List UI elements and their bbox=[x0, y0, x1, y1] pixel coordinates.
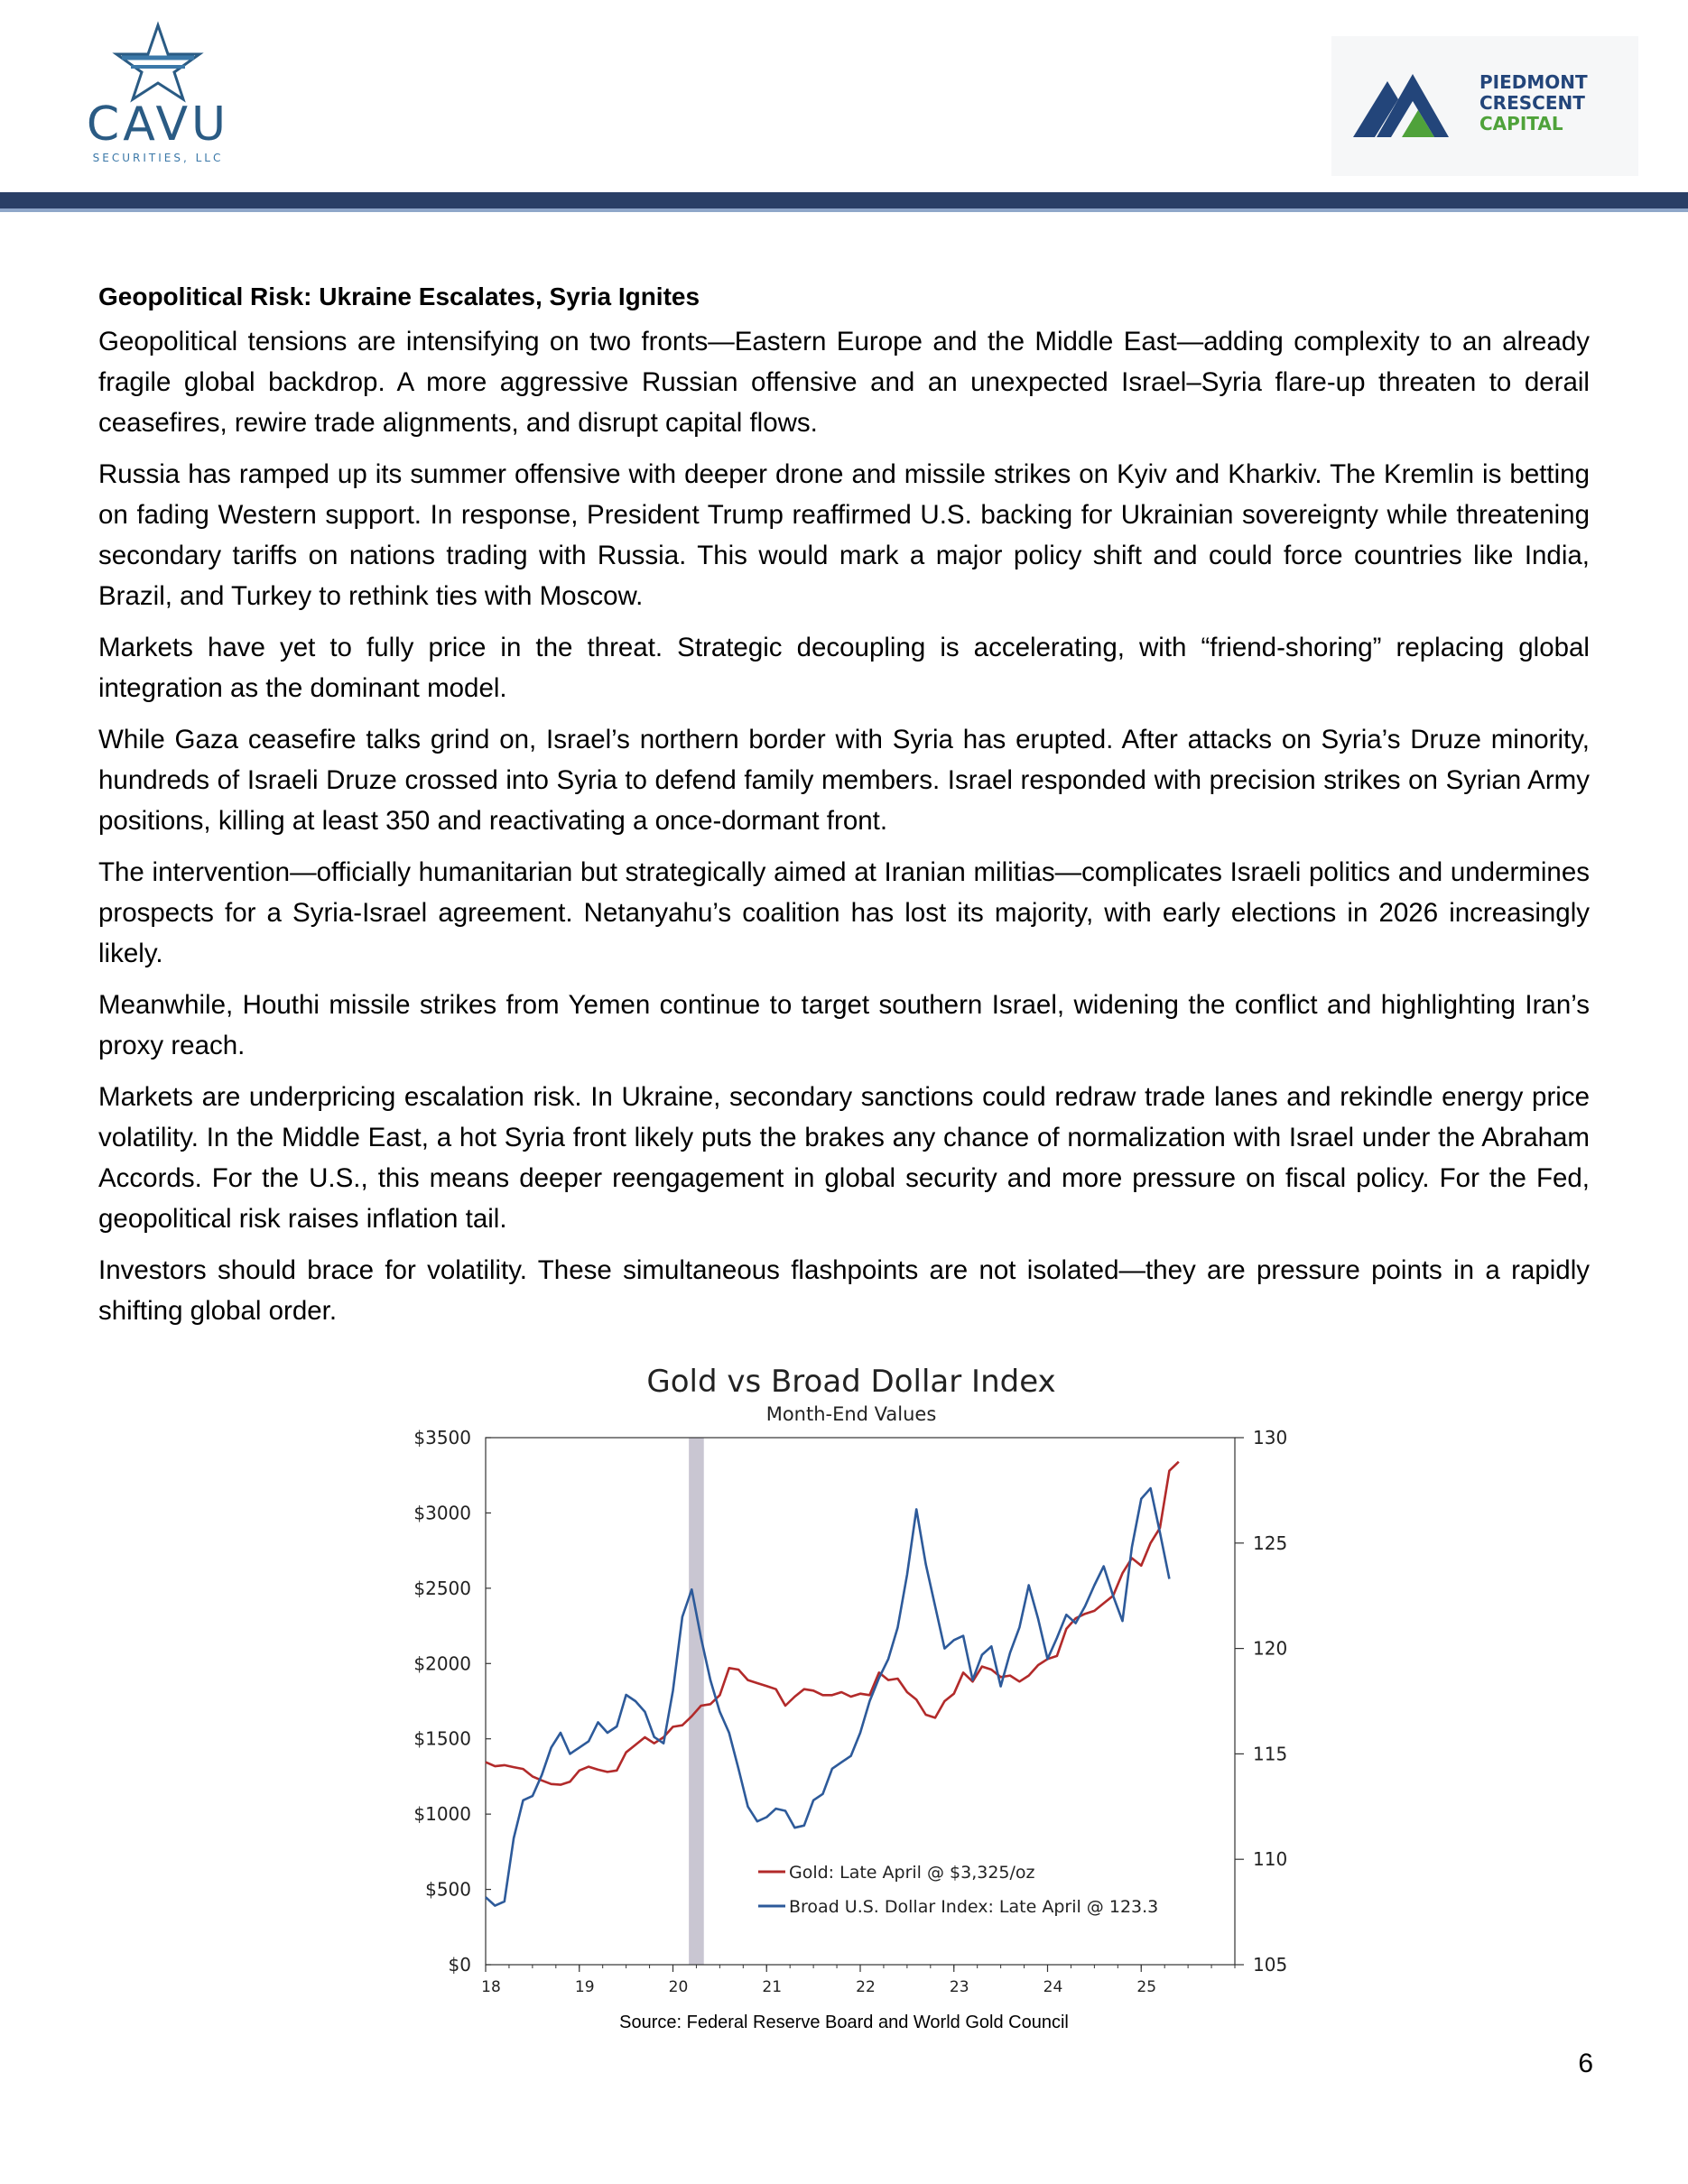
star-icon bbox=[77, 20, 239, 101]
chart-svg bbox=[361, 1354, 1288, 2004]
article bbox=[98, 280, 1590, 1342]
right-tick-label: 130 bbox=[1253, 1427, 1288, 1448]
paragraph: While Gaza ceasefire talks grind on, Israel’s northern border with Syria has erupted. After attacks on Syria’s Druze minority, hundreds of Israeli Druze crossed into Syria to defend family members. Israel responded with precision strikes on Syrian Army positions, killing at least 350 and reactivating a once-dormant front. bbox=[98, 725, 1590, 836]
left-tick-label: $2000 bbox=[413, 1652, 471, 1675]
chart-title: Gold vs Broad Dollar Index bbox=[646, 1364, 1056, 1400]
left-tick-label: $1500 bbox=[413, 1727, 471, 1750]
recession-shade bbox=[689, 1438, 704, 1965]
left-tick-label: $500 bbox=[425, 1878, 471, 1901]
left-tick-label: $1000 bbox=[413, 1803, 471, 1826]
paragraph: Investors should brace for volatility. These simultaneous flashpoints are not isolated—they are pressure points in a rapidly shifting global order. bbox=[98, 1255, 1590, 1326]
piedmont-line3: CAPITAL bbox=[1479, 113, 1563, 134]
x-tick-label: 23 bbox=[949, 1978, 969, 1996]
left-tick-label: $0 bbox=[448, 1954, 471, 1976]
right-tick-label: 125 bbox=[1253, 1532, 1288, 1554]
plot-frame bbox=[486, 1438, 1235, 1965]
page-number: 6 bbox=[1578, 2049, 1593, 2078]
dollar-series-line bbox=[486, 1488, 1169, 1906]
right-tick-label: 115 bbox=[1253, 1743, 1288, 1765]
left-tick-label: $3500 bbox=[413, 1427, 471, 1448]
piedmont-logo bbox=[1331, 36, 1638, 176]
header-bar-accent bbox=[0, 208, 1688, 212]
piedmont-line1: PIEDMONT bbox=[1479, 71, 1588, 93]
x-tick-label: 24 bbox=[1043, 1978, 1063, 1996]
x-tick-label: 20 bbox=[668, 1978, 689, 1996]
cavu-subtitle: SECURITIES, LLC bbox=[92, 152, 224, 164]
x-tick-label: 25 bbox=[1136, 1978, 1157, 1996]
right-tick-label: 110 bbox=[1253, 1848, 1288, 1871]
chart-subtitle: Month-End Values bbox=[765, 1403, 937, 1425]
right-tick-label: 120 bbox=[1253, 1637, 1288, 1660]
legend-label: Broad U.S. Dollar Index: Late April @ 123.3 bbox=[789, 1897, 1159, 1917]
x-tick-label: 18 bbox=[481, 1978, 501, 1996]
piedmont-line2: CRESCENT bbox=[1479, 92, 1585, 114]
x-tick-label: 22 bbox=[856, 1978, 876, 1996]
chart-source: Source: Federal Reserve Board and World Gold Council bbox=[619, 2013, 1069, 2032]
x-tick-label: 21 bbox=[762, 1978, 783, 1996]
paragraph: The intervention—officially humanitarian but strategically aimed at Iranian militias—complicates Israeli politics and undermines prospects for a Syria-Israel agreement. Netanyahu’s coalition has lost its majority, with early elections in 2026 increasingly likely. bbox=[98, 857, 1590, 968]
left-tick-label: $3000 bbox=[413, 1502, 471, 1524]
left-tick-label: $2500 bbox=[413, 1577, 471, 1599]
article-heading: Geopolitical Risk: Ukraine Escalates, Syria Ignites bbox=[98, 282, 700, 310]
paragraph: Markets are underpricing escalation risk. In Ukraine, secondary sanctions could redraw trade lanes and rekindle energy price volatility. In the Middle East, a hot Syria front likely puts the brakes any chance of normalization with Israel under the Abraham Accords. For the U.S., this means deeper reengagement in global security and more pressure on fiscal policy. For the Fed, geopolitical risk raises inflation tail. bbox=[98, 1082, 1590, 1234]
paragraph: Markets have yet to fully price in the threat. Strategic decoupling is accelerating, with “friend-shoring” replacing global integration as the dominant model. bbox=[98, 633, 1590, 703]
paragraph: Meanwhile, Houthi missile strikes from Yemen continue to target southern Israel, widening the conflict and highlighting Iran’s proxy reach. bbox=[98, 990, 1590, 1060]
cavu-logo bbox=[77, 20, 239, 173]
paragraph: Russia has ramped up its summer offensive with deeper drone and missile strikes on Kyiv and Kharkiv. The Kremlin is betting on fading Western support. In response, President Trump reaffirmed U.S. backing for Ukrainian sovereignty while threatening secondary tariffs on nations trading with Russia. This would mark a major policy shift and could force countries like India, Brazil, and Turkey to rethink ties with Moscow. bbox=[98, 459, 1590, 611]
piedmont-name bbox=[1479, 72, 1588, 134]
header-bar bbox=[0, 192, 1688, 210]
x-tick-label: 19 bbox=[574, 1978, 595, 1996]
right-tick-label: 105 bbox=[1253, 1954, 1288, 1976]
mountain-icon bbox=[1331, 36, 1476, 176]
paragraph: Geopolitical tensions are intensifying on two fronts—Eastern Europe and the Middle East—adding complexity to an already fragile global backdrop. A more aggressive Russian offensive and an unexpected Israel–Syria flare-up threaten to derail ceasefires, rewire trade alignments, and disrupt capital flows. bbox=[98, 327, 1590, 438]
legend-label: Gold: Late April @ $3,325/oz bbox=[789, 1863, 1035, 1883]
gold-dollar-chart bbox=[361, 1354, 1288, 2004]
cavu-brand: CAVU bbox=[86, 97, 230, 152]
